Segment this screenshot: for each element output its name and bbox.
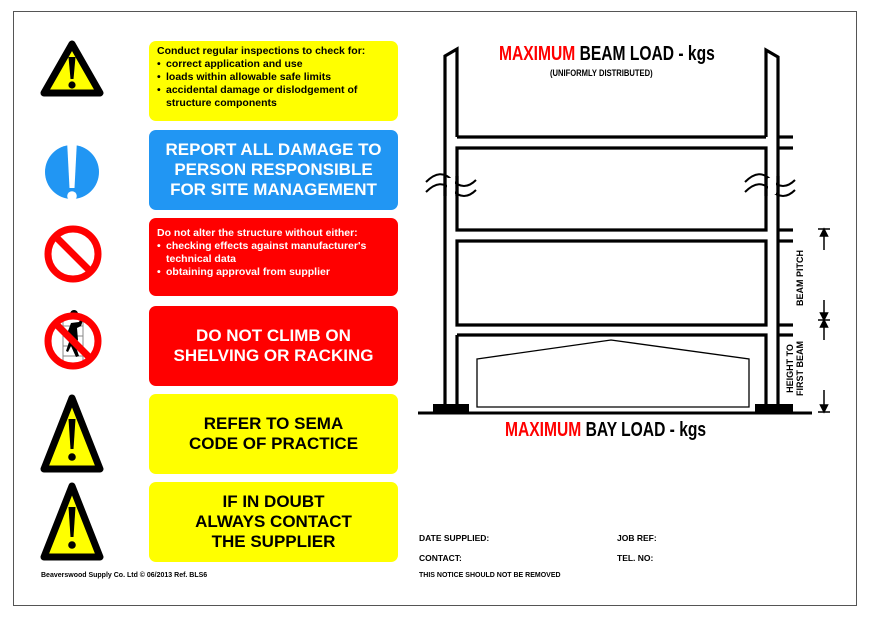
- panel-line: CODE OF PRACTICE: [188, 434, 359, 453]
- list-item: • obtaining approval from supplier: [157, 266, 390, 279]
- panel-line: REFER TO SEMA: [203, 414, 344, 433]
- panel-line: PERSON RESPONSIBLE: [174, 160, 373, 179]
- panel-line: DO NOT CLIMB ON: [196, 326, 351, 345]
- uniformly-distributed-note: (UNIFORMLY DISTRIBUTED): [550, 68, 653, 79]
- panel-line: FOR SITE MANAGEMENT: [170, 180, 377, 199]
- tel-no-label: TEL. NO:: [617, 553, 654, 563]
- list-item: • loads within allowable safe limits: [157, 71, 390, 84]
- panel-line: SHELVING OR RACKING: [173, 346, 374, 365]
- alter-heading: Do not alter the structure without either:: [157, 227, 358, 239]
- max-bay-load-title: MAXIMUM BAY LOAD - kgs: [505, 419, 707, 441]
- footer-credit: Beaverswood Supply Co. Ltd © 06/2013 Ref. BLS6: [41, 572, 208, 579]
- job-ref-label: JOB REF:: [617, 533, 657, 543]
- panel-line: THE SUPPLIER: [211, 532, 336, 551]
- date-supplied-label: DATE SUPPLIED:: [419, 533, 490, 543]
- inspection-heading: Conduct regular inspections to check for:: [157, 45, 366, 57]
- notice-text: THIS NOTICE SHOULD NOT BE REMOVED: [419, 572, 561, 579]
- panel-line: ALWAYS CONTACT: [195, 512, 352, 531]
- max-beam-load-title: MAXIMUM BEAM LOAD - kgs: [499, 43, 715, 65]
- panel-line: REPORT ALL DAMAGE TO: [165, 140, 382, 159]
- panel-line: IF IN DOUBT: [222, 492, 325, 511]
- list-item: • accidental damage or dislodgement of structure components: [157, 84, 390, 110]
- beam-pitch-label: BEAM PITCH: [795, 250, 805, 306]
- list-item: • checking effects against manufacturer's technical data: [157, 240, 390, 266]
- height-to-first-beam-label: HEIGHT TO FIRST BEAM: [785, 341, 805, 396]
- contact-label: CONTACT:: [419, 553, 462, 563]
- list-item: • correct application and use: [157, 58, 390, 71]
